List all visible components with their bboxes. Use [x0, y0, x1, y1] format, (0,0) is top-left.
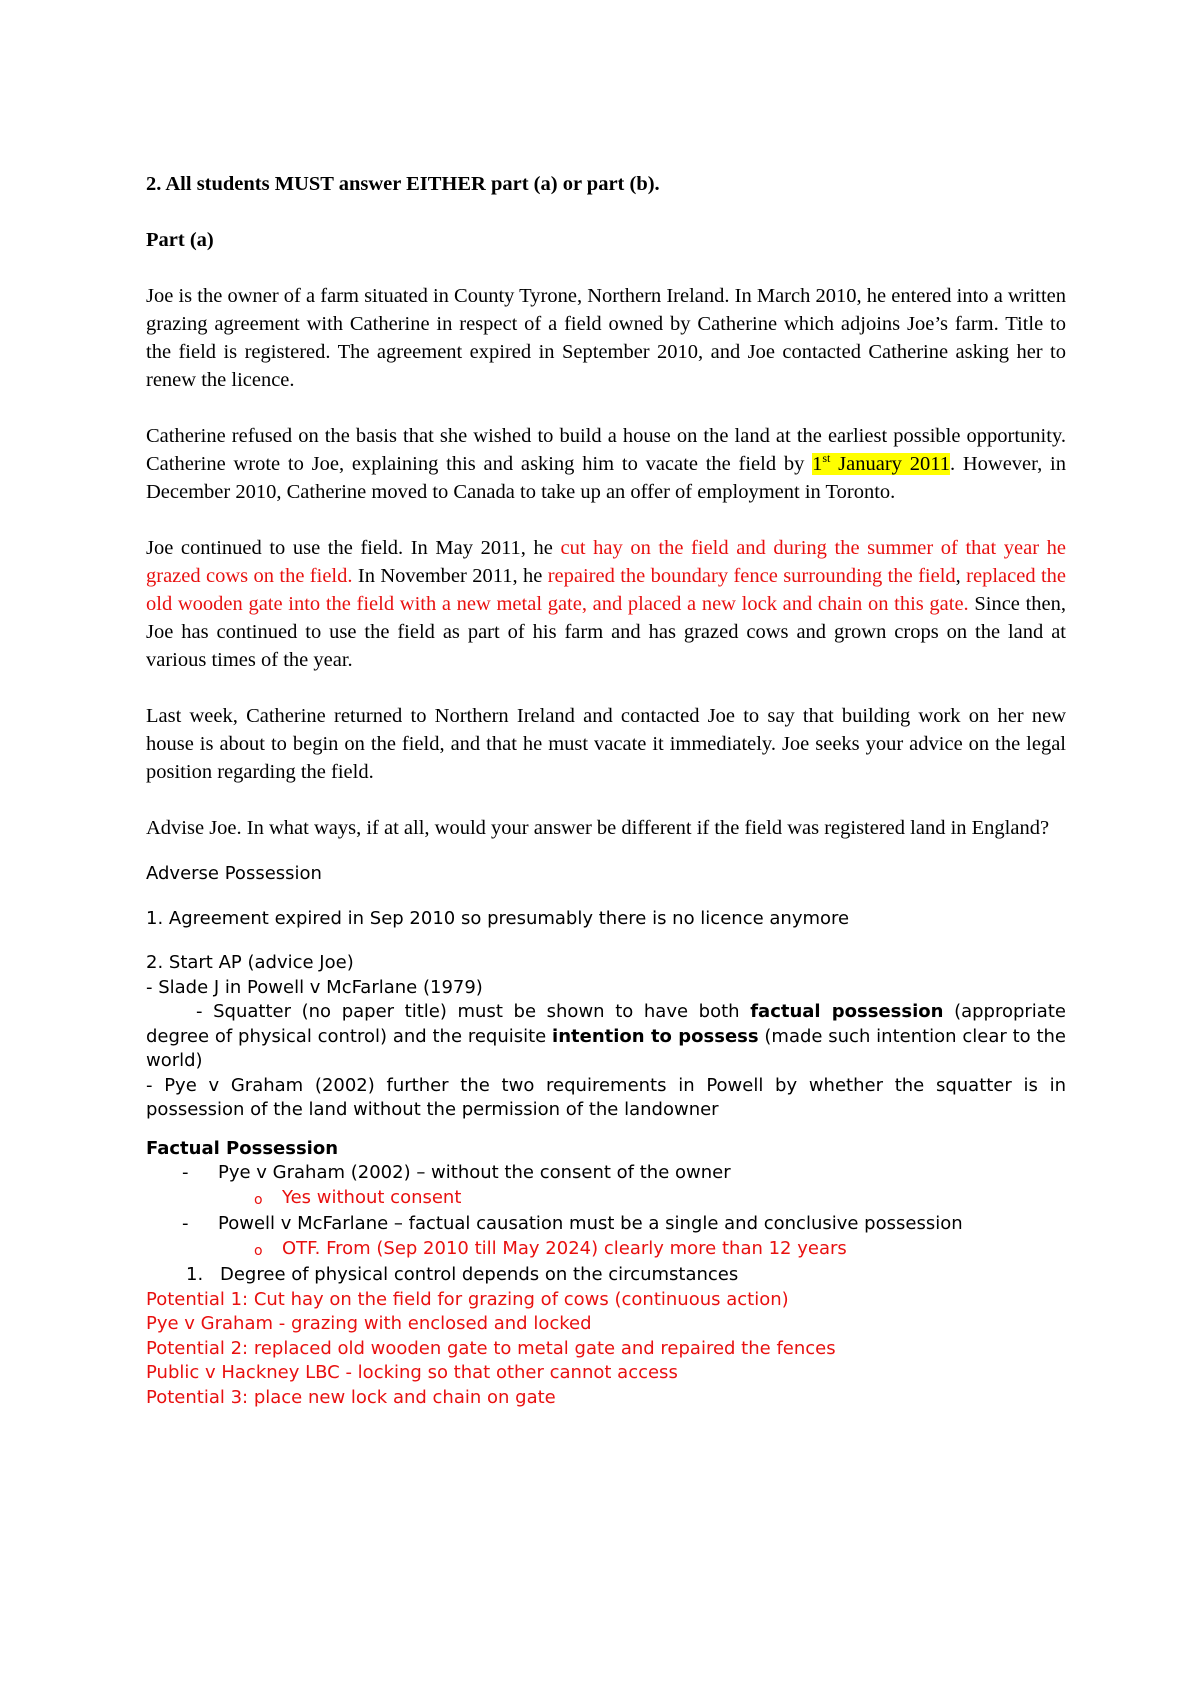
fp-bullet-2-sub: o OTF. From (Sep 2010 till May 2024) clearly more than 12 years	[254, 1237, 847, 1259]
red-text-fence: repaired the boundary fence surrounding the field	[547, 565, 956, 587]
fp-bullet-1-sub: o Yes without consent	[254, 1186, 462, 1208]
red-text-gate: replaced the old wooden gate into the field with a new metal gate, and placed a new lock and chain on this gate.	[146, 565, 1066, 615]
document-content	[146, 170, 1066, 1410]
paragraph-3: Joe continued to use the field. In May 2011, he cut hay on the field and during the summer of that year he grazed cows on the field. In November 2011, he repaired the boundary fence surrounding the field, replaced the old wooden gate into the field with a new metal gate, and placed a new lock and chain on this gate. Since then, Joe has continued to use the field as part of his farm and has grazed cows and grown crops on the land at various times of the year.	[146, 537, 1067, 671]
note-2-title: 2. Start AP (advice Joe)	[146, 952, 354, 973]
fp-bullet-1: - Pye v Graham (2002) – without the consent of the owner	[182, 1162, 731, 1183]
paragraph-5: Advise Joe. In what ways, if at all, would your answer be different if the field was registered land in England?	[146, 817, 1050, 839]
fp-numbered-1: 1. Degree of physical control depends on the circumstances	[186, 1264, 739, 1285]
highlighted-date: 1st January 2011	[812, 451, 950, 475]
part-heading: Part (a)	[146, 229, 214, 251]
potential-line: Potential 1: Cut hay on the field for grazing of cows (continuous action)	[146, 1288, 789, 1310]
potential-line: Potential 3: place new lock and chain on gate	[146, 1386, 556, 1408]
note-2-slade: - Slade J in Powell v McFarlane (1979)	[146, 976, 483, 998]
note-2-squatter: - Squatter (no paper title) must be shown to have both factual possession (appropriate degree of physical control) and the requisite intention to possess (made such intention clear to the world)	[146, 1001, 1066, 1071]
fp-bullet-2: - Powell v McFarlane – factual causation must be a single and conclusive possession	[182, 1213, 963, 1234]
factual-possession-heading: Factual Possession	[146, 1137, 339, 1159]
paragraph-2: Catherine refused on the basis that she wished to build a house on the land at the earliest possible opportunity. Catherine wrote to Joe, explaining this and asking him to vacate the field by 1st January 2011. However, in December 2010, Catherine moved to Canada to take up an offer of employment in Toronto.	[146, 425, 1067, 503]
red-text-hay: cut hay on the field and during the summer of that year he grazed cows on the field.	[146, 537, 1067, 587]
potential-line: Public v Hackney LBC - locking so that other cannot access	[146, 1362, 678, 1383]
potential-line: Potential 2: replaced old wooden gate to metal gate and repaired the fences	[146, 1337, 836, 1359]
notes-title: Adverse Possession	[146, 863, 322, 884]
note-2-pye: - Pye v Graham (2002) further the two requirements in Powell by whether the squatter is in possession of the land without the permission of the landowner	[146, 1074, 1066, 1120]
paragraph-4: Last week, Catherine returned to Northern Ireland and contacted Joe to say that building work on her new house is about to begin on the field, and that he must vacate it immediately. Joe seeks your advice on the legal position regarding the field.	[146, 705, 1066, 783]
potential-line: Pye v Graham - grazing with enclosed and locked	[146, 1313, 592, 1334]
paragraph-1: Joe is the owner of a farm situated in County Tyrone, Northern Ireland. In March 2010, he entered into a written grazing agreement with Catherine in respect of a field owned by Catherine which adjoins Joe’s farm. Title to the field is registered. The agreement expired in September 2010, and Joe contacted Catherine asking her to renew the licence.	[146, 285, 1066, 391]
note-1: 1. Agreement expired in Sep 2010 so presumably there is no licence anymore	[146, 907, 850, 929]
question-heading: 2. All students MUST answer EITHER part (a) or part (b).	[146, 173, 660, 195]
